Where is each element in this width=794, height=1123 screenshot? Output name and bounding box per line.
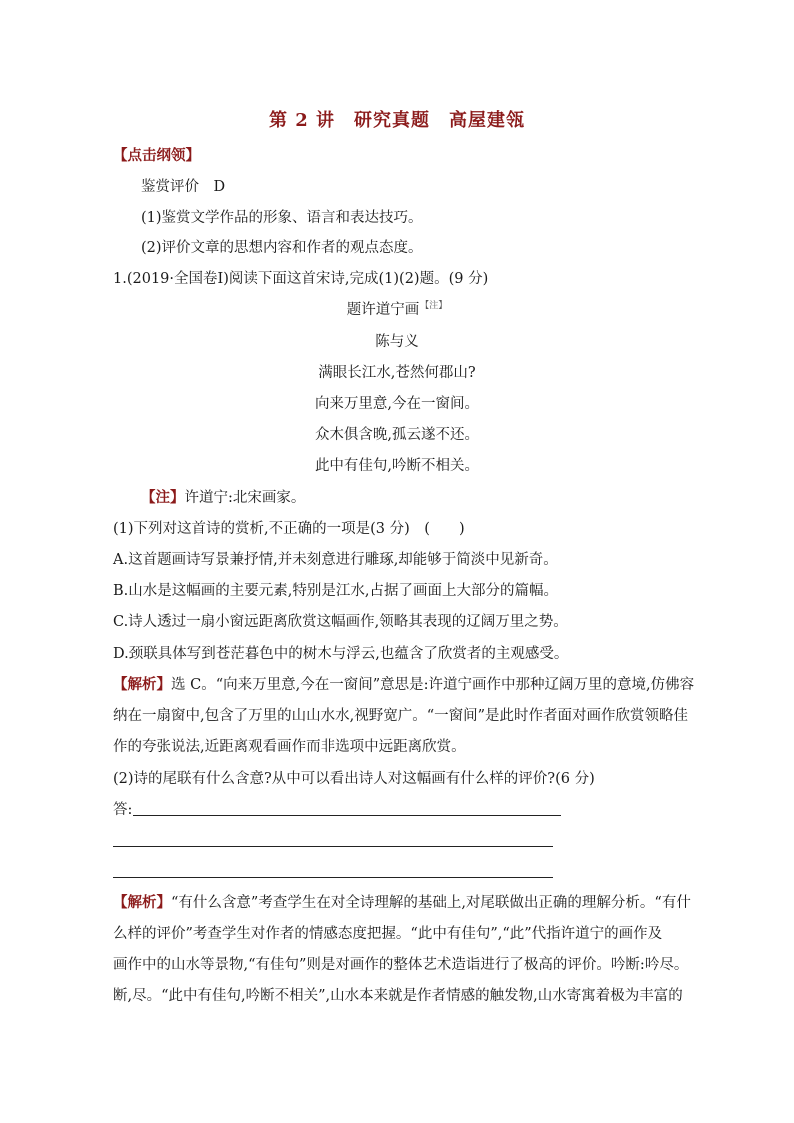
q2-analysis-line: 么样的评价”考查学生对作者的情感态度把握。“此中有佳句”,“此”代指许道宁的画作及 — [113, 926, 663, 942]
page-title: 第 2 讲 研究真题 高屋建瓴 — [268, 110, 526, 131]
answer-line[interactable] — [133, 815, 561, 816]
q2-analysis-line: 画作中的山水等景物,“有佳句”则是对画作的整体艺术造诣进行了极高的评价。吟断:吟尽。 — [113, 957, 689, 973]
option-b: B.山水是这幅画的主要元素,特别是江水,占据了画面上大部分的篇幅。 — [113, 583, 558, 599]
section-line-2: (1)鉴赏文学作品的形象、语言和表达技巧。 — [141, 210, 423, 226]
poem-line: 此中有佳句,吟断不相关。 — [314, 458, 480, 474]
poem-note — [141, 488, 305, 508]
poem-author: 陈与义 — [375, 334, 419, 350]
q1-analysis-text: 选 C。“向来万里意,今在一窗间”意思是:许道宁画作中那种辽阔万里的意境,仿佛容 — [171, 677, 695, 693]
note-text: 许道宁:北宋画家。 — [184, 490, 306, 506]
q2-stem: (2)诗的尾联有什么含意?从中可以看出诗人对这幅画有什么样的评价?(6 分) — [113, 771, 595, 787]
option-a: A.这首题画诗写景兼抒情,并未刻意进行雕琢,却能够于简淡中见新奇。 — [113, 552, 558, 568]
answer-label: 答: — [113, 802, 133, 818]
answer-line[interactable] — [113, 846, 553, 847]
section-line-3: (2)评价文章的思想内容和作者的观点态度。 — [141, 240, 423, 256]
q2-analysis-text: “有什么含意”考查学生在对全诗理解的基础上,对尾联做出正确的理解分析。“有什 — [171, 895, 691, 911]
q1-analysis-line: 纳在一扇窗中,包含了万里的山山水水,视野宽广。“一窗间”是此时作者面对画作欣赏领略佳 — [113, 708, 689, 724]
q2-analysis-line — [113, 893, 691, 913]
q1-analysis-line — [113, 675, 694, 695]
question-prompt: 1.(2019·全国卷Ⅰ)阅读下面这首宋诗,完成(1)(2)题。(9 分) — [113, 271, 489, 287]
q2-analysis-tag: 【解析】 — [113, 894, 171, 911]
answer-line[interactable] — [113, 877, 553, 878]
poem-line: 向来万里意,今在一窗间。 — [314, 396, 480, 412]
poem-title-text: 题许道宁画 — [346, 302, 420, 318]
option-d: D.颈联具体写到苍茫暮色中的树木与浮云,也蕴含了欣赏者的主观感受。 — [113, 646, 569, 662]
section-line-1: 鉴赏评价 D — [141, 179, 226, 195]
poem-title — [0, 300, 794, 320]
q1-analysis-line: 作的夸张说法,近距离观看画作而非选项中远距离欣赏。 — [113, 739, 466, 755]
note-tag: 【注】 — [141, 489, 185, 506]
section-tag: 【点击纲领】 — [113, 147, 200, 164]
poem-line: 满眼长江水,苍然何郡山? — [318, 365, 476, 381]
poem-note-mark: 【注】 — [420, 301, 448, 312]
q2-analysis-line: 断,尽。“此中有佳句,吟断不相关”,山水本来就是作者情感的触发物,山水寄寓着极为丰富的 — [113, 988, 683, 1004]
q1-analysis-tag: 【解析】 — [113, 676, 171, 693]
q1-stem: (1)下列对这首诗的赏析,不正确的一项是(3 分) ( ) — [113, 521, 465, 537]
poem-line: 众木俱含晚,孤云遂不还。 — [314, 427, 480, 443]
option-c: C.诗人透过一扇小窗远距离欣赏这幅画作,领略其表现的辽阔万里之势。 — [113, 614, 568, 630]
